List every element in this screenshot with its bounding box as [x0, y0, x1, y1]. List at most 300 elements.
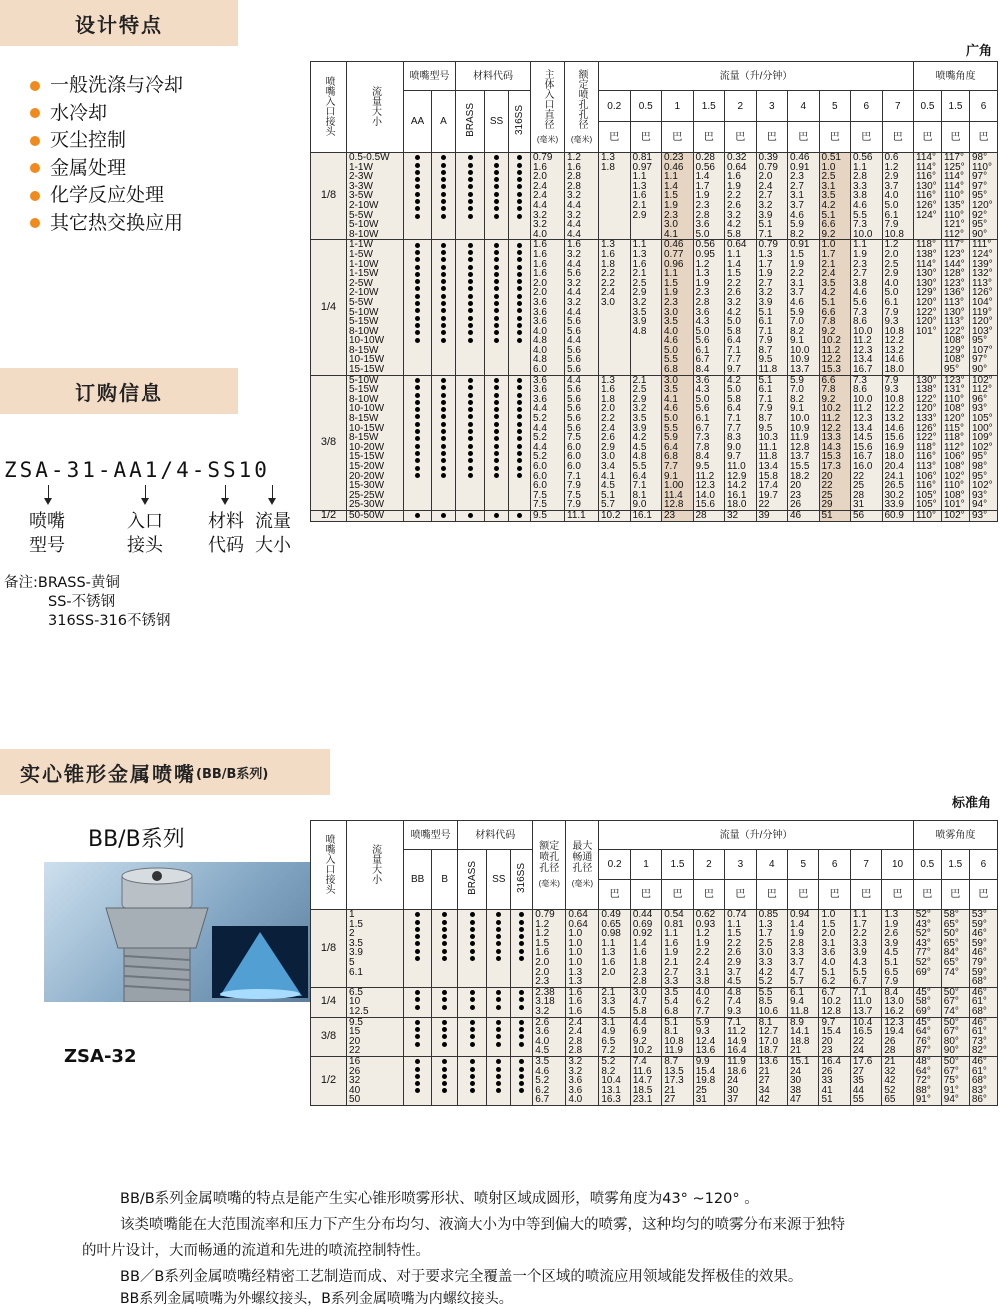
- flow-rate-col: [630, 153, 662, 240]
- cell-value: 9.0: [727, 441, 741, 453]
- cell-value: 2.3: [790, 171, 804, 183]
- cell-value: 1.9: [695, 277, 710, 289]
- dot-icon: [415, 316, 420, 321]
- cell-value: 2.4: [533, 190, 547, 202]
- flow-rate-col: [756, 1017, 787, 1056]
- cell-value: 8-10W: [349, 325, 379, 337]
- cell-value: 65°: [943, 918, 959, 930]
- dot-icon: [519, 1081, 524, 1086]
- dot-icon: [415, 513, 420, 518]
- flow-size-list: [347, 153, 404, 240]
- dot-icon: [496, 1020, 501, 1025]
- flow-rate-col: [630, 375, 662, 510]
- cell-value: 15.4: [695, 1065, 716, 1077]
- cell-value: 52°: [915, 928, 931, 940]
- cell-value: 135°: [944, 199, 965, 211]
- dot-icon: [494, 407, 499, 412]
- cell-value: 118°: [944, 432, 964, 444]
- dot-icon: [470, 1027, 475, 1032]
- spray-angle-col: [970, 510, 998, 521]
- cell-value: 1.7: [758, 258, 773, 270]
- mat-col: 316SS: [511, 850, 533, 910]
- cell-value: 7.7: [664, 461, 678, 472]
- cell-value: 4.0: [533, 325, 547, 337]
- flow-rate-col: [850, 910, 881, 988]
- cell-value: 3.3: [790, 947, 804, 959]
- cell-value: 65: [884, 1094, 896, 1106]
- cell-value: 1.4: [727, 258, 741, 270]
- dot-icon: [415, 330, 420, 335]
- cell-value: 11.2: [821, 344, 841, 356]
- cell-value: 4.9: [601, 1026, 616, 1038]
- cell-value: 26: [790, 499, 802, 511]
- cell-value: 116°: [916, 451, 936, 463]
- cell-value: 9.3: [884, 384, 899, 396]
- cell-value: 0.92: [632, 928, 653, 940]
- cell-value: 20.4: [884, 461, 904, 472]
- inlet-size: 1/4: [311, 240, 347, 375]
- flow-rate-col: [882, 153, 914, 240]
- cell-value: 7.0: [790, 316, 804, 328]
- cell-value: 6.0: [533, 480, 547, 492]
- bar-unit: 巴: [942, 122, 970, 153]
- cell-value: 10.0: [790, 413, 810, 425]
- cell-value: 7.1: [567, 470, 581, 482]
- cell-value: 2.9: [884, 268, 899, 280]
- cell-value: 1.6: [533, 268, 547, 280]
- availability-cell: [487, 1017, 511, 1056]
- dot-icon: [441, 466, 446, 471]
- cell-value: 17.3: [664, 1075, 684, 1087]
- dot-icon: [517, 163, 522, 168]
- cell-value: 3.9: [632, 316, 647, 328]
- availability-cell: [432, 1056, 458, 1105]
- flow-rate-col: [662, 1056, 693, 1105]
- availability-cell: [485, 510, 509, 521]
- cell-value: 20-20W: [349, 470, 385, 482]
- cell-value: 2.8: [567, 171, 581, 183]
- cell-value: 2.7: [853, 268, 867, 280]
- dot-icon: [470, 997, 475, 1002]
- dot-icon: [496, 934, 501, 939]
- dot-icon: [496, 1088, 501, 1093]
- dot-icon: [517, 473, 522, 478]
- cell-value: 133°: [916, 413, 937, 425]
- cell-value: 108°: [944, 403, 965, 415]
- spray-angle-col: [941, 1017, 969, 1056]
- cell-value: 6.1: [790, 986, 804, 998]
- dot-icon: [494, 323, 499, 328]
- cell-value: 3.5: [632, 306, 647, 318]
- cell-value: 16.1: [632, 509, 652, 521]
- cell-value: 6.0: [533, 461, 547, 472]
- cell-value: 4.4: [567, 335, 581, 347]
- cell-value: 61°: [971, 1026, 987, 1038]
- cell-value: 102°: [972, 441, 993, 453]
- col-2: [565, 240, 599, 375]
- dot-icon: [470, 1088, 475, 1093]
- flow-rate-col: [630, 1017, 661, 1056]
- cell-value: 1.5: [727, 928, 742, 940]
- cell-value: 18.0: [884, 451, 904, 463]
- cell-value: 67°: [943, 996, 959, 1008]
- cell-value: 1.6: [568, 1005, 583, 1017]
- cell-value: 16: [349, 1055, 361, 1067]
- cell-value: 12.3: [695, 480, 715, 492]
- dot-icon: [415, 473, 420, 478]
- cell-value: 5.6: [567, 316, 581, 328]
- cell-value: 2.7: [664, 966, 679, 978]
- cell-value: 11.9: [727, 1055, 746, 1067]
- cell-value: 102°: [944, 509, 965, 521]
- mat-col: SS: [485, 91, 509, 153]
- cell-value: 4.3: [695, 316, 710, 328]
- availability-cell: [487, 1056, 511, 1105]
- cell-value: 2.2: [727, 277, 741, 289]
- cell-value: 1.3: [632, 180, 647, 192]
- cell-value: 114°: [944, 180, 964, 192]
- cell-value: 2.6: [535, 1016, 550, 1028]
- flow-rate-col: [599, 1017, 630, 1056]
- cell-value: 1.6: [533, 258, 547, 270]
- cell-value: 50°: [943, 986, 959, 998]
- cell-value: 19.7: [758, 489, 778, 501]
- cell-value: 12.2: [821, 422, 841, 434]
- cell-value: 11.1: [567, 509, 586, 521]
- cell-value: 1.7: [852, 918, 867, 930]
- standard-angle-spec-table: [310, 820, 998, 1106]
- dot-icon: [494, 308, 499, 313]
- dot-icon: [468, 316, 473, 321]
- cell-value: 93°: [972, 403, 988, 415]
- cell-value: 8.7: [758, 344, 773, 356]
- dot-icon: [441, 184, 446, 189]
- dot-icon: [494, 422, 499, 427]
- dot-icon: [415, 1020, 420, 1025]
- dot-icon: [494, 429, 499, 434]
- cell-value: 69°: [915, 966, 931, 978]
- dot-icon: [415, 265, 420, 270]
- cell-value: 1.8: [632, 956, 647, 968]
- dot-icon: [415, 243, 420, 248]
- cell-value: 22: [852, 1035, 864, 1047]
- flow-rate-col: [599, 153, 631, 240]
- cell-value: 15.6: [695, 499, 715, 511]
- dot-icon: [494, 155, 499, 160]
- dot-icon: [517, 323, 522, 328]
- cell-value: 5.9: [695, 1016, 710, 1028]
- cell-value: 1.2: [884, 239, 899, 251]
- dot-icon: [415, 414, 420, 419]
- cell-value: 2: [349, 928, 355, 940]
- dot-icon: [494, 214, 499, 219]
- cell-value: 10.8: [664, 1035, 684, 1047]
- cell-value: 7.5: [567, 489, 581, 501]
- bar-unit: 巴: [662, 122, 694, 153]
- description-paragraph: BB／B系列金属喷嘴经精密工艺制造而成、对于要求完全覆盖一个区域的喷流应用领域能发挥极佳的效果。: [120, 1269, 803, 1285]
- cell-value: 93°: [972, 489, 988, 501]
- dot-icon: [494, 272, 499, 277]
- bar-unit: 巴: [662, 880, 693, 910]
- cell-value: 2.3: [853, 258, 867, 270]
- dot-icon: [468, 330, 473, 335]
- cell-value: 130°: [916, 374, 937, 386]
- dot-icon: [441, 429, 446, 434]
- cell-value: 2.4: [601, 287, 615, 299]
- cell-value: 6.7: [821, 986, 836, 998]
- cell-value: 1.9: [695, 190, 710, 202]
- cell-value: 97°: [972, 171, 988, 183]
- dot-icon: [468, 400, 473, 405]
- dot-icon: [441, 513, 446, 518]
- cell-value: 9.5: [758, 422, 773, 434]
- dot-icon: [441, 400, 446, 405]
- cell-value: 116°: [916, 171, 936, 183]
- dot-icon: [494, 444, 499, 449]
- cell-value: 11.1: [758, 441, 778, 453]
- cell-value: 31: [695, 1094, 707, 1106]
- pressure-col: 7: [850, 850, 881, 880]
- dot-icon: [494, 286, 499, 291]
- cell-value: 5.0: [884, 199, 899, 211]
- cell-value: 13.2: [884, 344, 904, 356]
- cell-value: 3.6: [568, 1075, 583, 1087]
- dot-icon: [442, 1027, 447, 1032]
- dot-icon: [517, 170, 522, 175]
- spray-angle-col: [913, 910, 941, 988]
- cell-value: 5.5: [758, 986, 773, 998]
- flow-rate-col: [662, 987, 693, 1017]
- flow-rate-col: [630, 510, 662, 521]
- cell-value: 2.6: [727, 287, 741, 299]
- dot-icon: [470, 1020, 475, 1025]
- cell-value: 132°: [972, 268, 993, 280]
- cell-value: 3.8: [853, 190, 867, 202]
- dot-icon: [415, 1042, 420, 1047]
- cell-value: 68°: [971, 976, 987, 988]
- cell-value: 5.6: [567, 403, 581, 415]
- cell-value: 3.6: [533, 306, 547, 318]
- dot-icon: [415, 385, 420, 390]
- dot-icon: [519, 1020, 524, 1025]
- cell-value: 16.7: [853, 364, 873, 376]
- dot-icon: [415, 323, 420, 328]
- cell-value: 6.0: [533, 364, 547, 376]
- cell-value: 4.5: [601, 480, 615, 492]
- cell-value: 7.5: [533, 499, 547, 511]
- cell-value: 24: [790, 1065, 802, 1077]
- flow-rate-col: [850, 987, 881, 1017]
- cell-value: 3.6: [695, 306, 710, 318]
- cell-value: 86°: [971, 1094, 987, 1106]
- cell-value: 34: [758, 1084, 770, 1096]
- cell-value: 3.2: [727, 296, 741, 308]
- cell-value: 0.98: [601, 928, 621, 940]
- cell-value: 0.74: [727, 909, 747, 920]
- dot-icon: [415, 378, 420, 383]
- dot-icon: [442, 1034, 447, 1039]
- cell-value: 1.9: [790, 928, 804, 940]
- col-1: [531, 153, 565, 240]
- order-part-label: 入口 接头: [127, 511, 163, 556]
- dot-icon: [441, 250, 446, 255]
- design-features-title: 设计特点: [75, 12, 163, 37]
- cell-value: 8.1: [632, 489, 647, 501]
- cell-value: 11.0: [852, 996, 872, 1008]
- header-spray-angle: 喷雾角度: [913, 821, 997, 850]
- cell-value: 1-15W: [349, 268, 379, 280]
- cell-value: 14.3: [821, 441, 841, 453]
- dot-icon: [442, 1059, 447, 1064]
- pressure-col: 0.2: [599, 91, 631, 122]
- cell-value: 41: [821, 1084, 833, 1096]
- pressure-col: 1: [630, 850, 661, 880]
- cell-value: 5.5: [664, 422, 678, 434]
- cell-value: 68°: [971, 1075, 987, 1087]
- feature-text: 其它热交换应用: [50, 211, 184, 234]
- dot-icon: [415, 192, 420, 197]
- bar-unit: 巴: [819, 122, 851, 153]
- dot-icon: [494, 177, 499, 182]
- dot-icon: [496, 949, 501, 954]
- spray-angle-col: [942, 240, 970, 375]
- dot-icon: [415, 912, 420, 917]
- cell-value: 5.9: [790, 374, 804, 386]
- cell-value: 13.7: [852, 1005, 873, 1017]
- cell-value: 1.9: [695, 937, 710, 949]
- cell-value: 4.6: [790, 209, 804, 221]
- flow-rate-col: [882, 240, 914, 375]
- dot-icon: [470, 1074, 475, 1079]
- cell-value: 4.8: [533, 335, 547, 347]
- flow-rate-col: [662, 510, 694, 521]
- cell-value: 2.8: [632, 976, 647, 988]
- cell-value: 10.0: [853, 325, 873, 337]
- cell-value: 1.4: [664, 180, 678, 192]
- cell-value: 5.9: [790, 219, 804, 231]
- header-flowrate: 流量（升/分钟）: [599, 62, 914, 91]
- cell-value: 7.9: [884, 219, 899, 231]
- cell-value: 102°: [972, 480, 993, 492]
- cell-value: 1.6: [533, 248, 547, 260]
- dot-icon: [519, 997, 524, 1002]
- dot-icon: [441, 301, 446, 306]
- cell-value: 2.9: [632, 393, 647, 405]
- cell-value: 11.0: [727, 461, 746, 472]
- cell-value: 5-5W: [349, 296, 373, 308]
- cell-value: 12.2: [884, 335, 904, 347]
- cell-value: 106°: [944, 451, 965, 463]
- cell-value: 11.8: [758, 451, 778, 463]
- col-1: [531, 375, 565, 510]
- arrow-down-icon: [145, 485, 146, 503]
- cell-value: 5.4: [664, 996, 679, 1008]
- cell-value: 2.4: [758, 180, 773, 192]
- cell-value: 3.9: [349, 947, 363, 959]
- cell-value: 113°: [944, 316, 964, 328]
- cell-value: 2.0: [535, 956, 550, 968]
- cell-value: 67°: [943, 1026, 959, 1038]
- order-part-label: 材料 代码: [208, 511, 244, 556]
- cell-value: 16.2: [884, 1005, 904, 1017]
- arrow-down-icon: [225, 485, 226, 503]
- cell-value: 4.1: [601, 470, 615, 482]
- cell-value: 117°: [944, 239, 964, 251]
- availability-cell: [456, 240, 485, 375]
- dot-icon: [441, 378, 446, 383]
- cell-value: 10.9: [790, 422, 810, 434]
- cell-value: 1.4: [632, 937, 647, 949]
- dot-icon: [517, 279, 522, 284]
- cell-value: 4.0: [535, 1035, 550, 1047]
- cell-value: 4.4: [567, 287, 581, 299]
- dot-icon: [415, 286, 420, 291]
- cell-value: 6.7: [535, 1094, 550, 1106]
- cell-value: 108°: [944, 461, 965, 472]
- cell-value: 23: [664, 509, 676, 521]
- cell-value: 128°: [944, 268, 965, 280]
- cell-value: 2.4: [568, 1026, 583, 1038]
- cell-value: 112°: [944, 441, 964, 453]
- cell-value: 8.3: [727, 432, 741, 444]
- cell-value: 14.6: [884, 354, 904, 366]
- dot-icon: [519, 1074, 524, 1079]
- cell-value: 22: [758, 499, 770, 511]
- dot-icon: [517, 206, 522, 211]
- dot-icon: [496, 941, 501, 946]
- cell-value: 2.7: [758, 277, 773, 289]
- cell-value: 61°: [971, 996, 987, 1008]
- description-paragraph: 的叶片设计，大而畅通的流道和先进的喷流控制特性。: [82, 1243, 430, 1259]
- cell-value: 18.2: [790, 470, 810, 482]
- cell-value: 4.8: [533, 354, 547, 366]
- cell-value: 18.0: [884, 364, 904, 376]
- cell-value: 13.7: [790, 364, 810, 376]
- cell-value: 8.1: [664, 1026, 679, 1038]
- availability-cell: [404, 987, 432, 1017]
- spray-angle-col: [970, 153, 998, 240]
- cell-value: 15.6: [884, 432, 904, 444]
- availability-cell: [456, 510, 485, 521]
- dot-icon: [441, 294, 446, 299]
- flow-rate-col: [819, 1017, 850, 1056]
- cell-value: 10.2: [632, 1045, 653, 1057]
- cell-value: 5-15W: [349, 316, 379, 328]
- cell-value: 13.1: [601, 1084, 621, 1096]
- cell-value: 4.2: [821, 287, 836, 299]
- bullet-icon: [30, 136, 40, 146]
- cell-value: 5.0: [695, 325, 710, 337]
- cell-value: 1.9: [884, 918, 899, 930]
- cell-value: 5.0: [884, 287, 899, 299]
- flow-rate-col: [662, 153, 694, 240]
- dot-icon: [415, 422, 420, 427]
- cell-value: 12.5: [349, 1005, 369, 1017]
- cell-value: 2.3: [535, 976, 550, 988]
- dot-icon: [441, 330, 446, 335]
- cell-value: 12.2: [821, 354, 841, 366]
- dot-icon: [517, 177, 522, 182]
- cell-value: 0.46: [664, 161, 684, 173]
- cell-value: 3.2: [727, 209, 741, 221]
- cell-value: 5.1: [758, 306, 773, 318]
- dot-icon: [442, 1020, 447, 1025]
- cell-value: 12.2: [884, 403, 904, 415]
- cell-value: 42: [758, 1094, 770, 1106]
- col-2: [566, 910, 599, 988]
- col-1: [533, 910, 566, 988]
- availability-cell: [404, 153, 432, 240]
